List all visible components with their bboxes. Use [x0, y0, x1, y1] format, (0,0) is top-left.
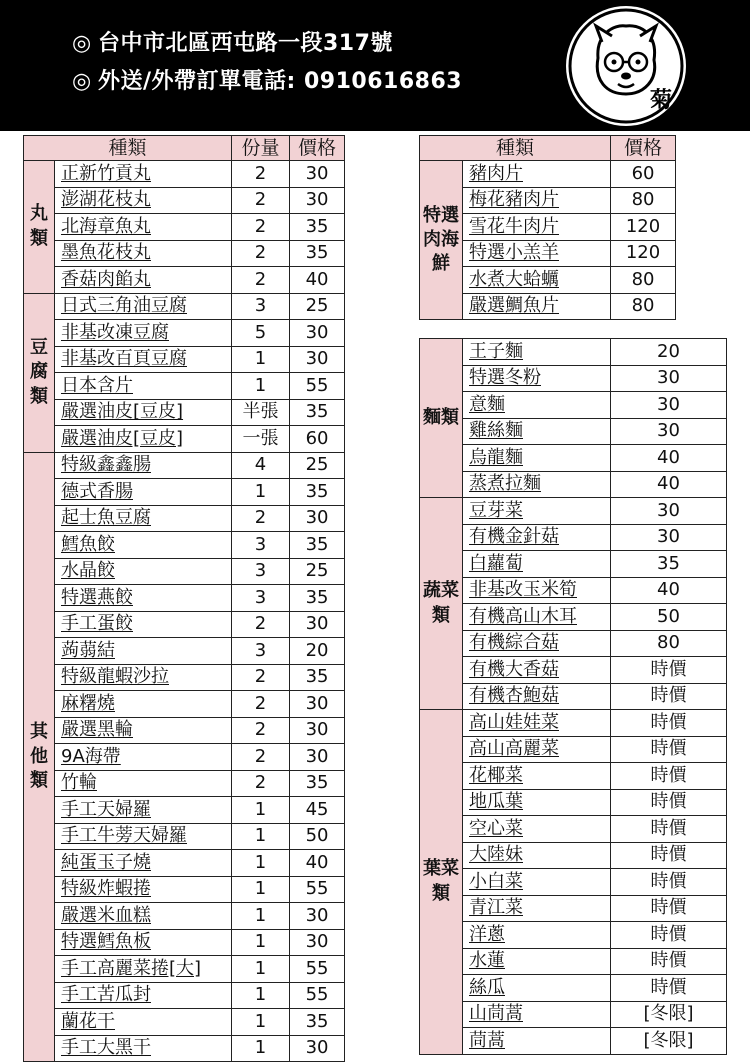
item-name: 非基改百頁豆腐 — [55, 346, 232, 373]
item-price: 時價 — [611, 948, 727, 975]
item-price: 60 — [290, 426, 345, 453]
menu-row — [24, 187, 345, 214]
item-price: 時價 — [611, 789, 727, 816]
item-price: 時價 — [611, 975, 727, 1002]
item-quantity: 1 — [232, 876, 290, 903]
item-quantity: 3 — [232, 638, 290, 665]
menu-row — [24, 929, 345, 956]
item-name: 嚴選米血糕 — [55, 903, 232, 930]
item-price: 30 — [290, 717, 345, 744]
item-quantity: 3 — [232, 293, 290, 320]
item-price: 35 — [290, 664, 345, 691]
item-price: 時價 — [611, 895, 727, 922]
menu-row — [420, 763, 727, 790]
item-name: 洋蔥 — [463, 922, 611, 949]
menu-row — [420, 161, 676, 188]
item-price: 40 — [290, 267, 345, 294]
item-quantity: 1 — [232, 823, 290, 850]
item-price: 30 — [611, 498, 727, 525]
header-quantity: 份量 — [232, 136, 290, 161]
item-name: 9A海帶 — [55, 744, 232, 771]
item-name: 豆芽菜 — [463, 498, 611, 525]
menu-row — [24, 1009, 345, 1036]
header-bar — [0, 0, 750, 131]
item-price: 40 — [611, 577, 727, 604]
header-kind: 種類 — [24, 136, 232, 161]
item-quantity: 2 — [232, 505, 290, 532]
menu-row — [420, 657, 727, 684]
item-price: 時價 — [611, 657, 727, 684]
item-price: 80 — [611, 187, 676, 214]
item-price: 30 — [611, 524, 727, 551]
menu-row — [24, 214, 345, 241]
item-quantity: 一張 — [232, 426, 290, 453]
menu-row — [420, 816, 727, 843]
menu-row — [24, 982, 345, 1009]
menu-row — [24, 320, 345, 347]
item-price: 時價 — [611, 736, 727, 763]
table-header-row — [420, 136, 676, 161]
item-quantity: 2 — [232, 267, 290, 294]
item-name: 特級龍蝦沙拉 — [55, 664, 232, 691]
item-quantity: 1 — [232, 1009, 290, 1036]
item-quantity: 2 — [232, 187, 290, 214]
address-line — [72, 26, 393, 57]
menu-row — [420, 498, 727, 525]
menu-row — [24, 532, 345, 559]
item-name: 意麵 — [463, 392, 611, 419]
menu-row — [420, 710, 727, 737]
item-name: 手工高麗菜捲[大] — [55, 956, 232, 983]
item-price: 40 — [611, 445, 727, 472]
menu-row — [24, 1035, 345, 1062]
item-price: 35 — [290, 770, 345, 797]
item-quantity: 1 — [232, 982, 290, 1009]
item-price: 55 — [290, 373, 345, 400]
menu-row — [24, 293, 345, 320]
menu-row — [24, 744, 345, 771]
item-price: 25 — [290, 452, 345, 479]
item-name: 特級炸蝦捲 — [55, 876, 232, 903]
item-name: 山茼蒿 — [463, 1001, 611, 1028]
category-label: 特選肉海鮮 — [420, 161, 463, 320]
item-price: 55 — [290, 876, 345, 903]
shop-logo — [566, 6, 686, 126]
item-price: 80 — [611, 630, 727, 657]
menu-row — [420, 1001, 727, 1028]
meat-seafood-table — [419, 135, 676, 320]
item-price: 時價 — [611, 922, 727, 949]
menu-row — [420, 604, 727, 631]
item-name: 高山娃娃菜 — [463, 710, 611, 737]
item-name: 空心菜 — [463, 816, 611, 843]
item-name: 特選燕餃 — [55, 585, 232, 612]
header-price: 價格 — [290, 136, 345, 161]
item-price: 35 — [290, 1009, 345, 1036]
menu-row — [24, 903, 345, 930]
menu-row — [24, 161, 345, 188]
item-price: 35 — [290, 240, 345, 267]
noodle-vegetable-table — [419, 338, 727, 1055]
menu-row — [24, 505, 345, 532]
item-price: 30 — [290, 161, 345, 188]
item-quantity: 1 — [232, 346, 290, 373]
item-name: 北海章魚丸 — [55, 214, 232, 241]
item-name: 青江菜 — [463, 895, 611, 922]
item-name: 有機大香菇 — [463, 657, 611, 684]
item-name: 白蘿蔔 — [463, 551, 611, 578]
item-name: 有機杏鮑菇 — [463, 683, 611, 710]
logo-character: 菊 — [649, 88, 672, 113]
menu-row — [24, 797, 345, 824]
menu-row — [24, 240, 345, 267]
menu-row — [420, 418, 727, 445]
item-name: 高山高麗菜 — [463, 736, 611, 763]
menu-row — [24, 611, 345, 638]
item-price: 20 — [611, 339, 727, 366]
item-name: 竹輪 — [55, 770, 232, 797]
item-name: 澎湖花枝丸 — [55, 187, 232, 214]
category-label: 其他類 — [24, 452, 55, 1062]
bullet-icon: ◎ — [72, 69, 92, 94]
category-label: 丸類 — [24, 161, 55, 294]
item-quantity: 4 — [232, 452, 290, 479]
item-quantity: 1 — [232, 797, 290, 824]
item-name: 小白菜 — [463, 869, 611, 896]
item-quantity: 半張 — [232, 399, 290, 426]
item-name: 墨魚花枝丸 — [55, 240, 232, 267]
item-quantity: 2 — [232, 611, 290, 638]
item-name: 特選冬粉 — [463, 365, 611, 392]
item-price: 20 — [290, 638, 345, 665]
item-price: 時價 — [611, 683, 727, 710]
item-quantity: 2 — [232, 664, 290, 691]
bullet-icon: ◎ — [72, 31, 92, 56]
item-quantity: 3 — [232, 585, 290, 612]
menu-row — [24, 479, 345, 506]
item-price: 80 — [611, 293, 676, 320]
menu-row — [420, 551, 727, 578]
phone-text[interactable]: 外送/外帶訂單電話: 0910616863 — [98, 69, 463, 94]
menu-row — [420, 630, 727, 657]
menu-row — [420, 975, 727, 1002]
item-name: 烏龍麵 — [463, 445, 611, 472]
item-name: 花椰菜 — [463, 763, 611, 790]
item-quantity: 2 — [232, 744, 290, 771]
item-quantity: 5 — [232, 320, 290, 347]
menu-row — [420, 736, 727, 763]
item-quantity: 1 — [232, 1035, 290, 1062]
item-price: 120 — [611, 240, 676, 267]
item-price: 30 — [290, 505, 345, 532]
item-name: 王子麵 — [463, 339, 611, 366]
item-price: 40 — [611, 471, 727, 498]
item-name: 水晶餃 — [55, 558, 232, 585]
item-name: 手工天婦羅 — [55, 797, 232, 824]
category-label: 麵類 — [420, 339, 463, 498]
menu-row — [24, 558, 345, 585]
item-name: 地瓜葉 — [463, 789, 611, 816]
item-name: 茼蒿 — [463, 1028, 611, 1055]
item-price: 25 — [290, 293, 345, 320]
item-price: 30 — [611, 365, 727, 392]
item-quantity: 1 — [232, 956, 290, 983]
item-price: 時價 — [611, 710, 727, 737]
menu-row — [420, 471, 727, 498]
item-name: 手工苦瓜封 — [55, 982, 232, 1009]
item-price: 時價 — [611, 816, 727, 843]
menu-row — [420, 922, 727, 949]
item-price: [冬限] — [611, 1028, 727, 1055]
category-label: 蔬菜類 — [420, 498, 463, 710]
item-price: 35 — [611, 551, 727, 578]
item-name: 非基改玉米筍 — [463, 577, 611, 604]
category-label: 葉菜類 — [420, 710, 463, 1055]
menu-row — [420, 948, 727, 975]
item-name: 蒸煮拉麵 — [463, 471, 611, 498]
menu-row — [24, 373, 345, 400]
menu-row — [24, 452, 345, 479]
menu-row — [420, 392, 727, 419]
item-name: 鱈魚餃 — [55, 532, 232, 559]
menu-row — [24, 267, 345, 294]
menu-row — [24, 691, 345, 718]
item-quantity: 2 — [232, 770, 290, 797]
item-price: 30 — [290, 611, 345, 638]
item-name: 雞絲麵 — [463, 418, 611, 445]
item-price: 30 — [290, 903, 345, 930]
menu-row — [24, 346, 345, 373]
menu-row — [24, 876, 345, 903]
item-quantity: 2 — [232, 717, 290, 744]
item-name: 正新竹貢丸 — [55, 161, 232, 188]
category-label: 豆腐類 — [24, 293, 55, 452]
item-price: 30 — [290, 744, 345, 771]
item-price: 30 — [290, 691, 345, 718]
menu-row — [420, 365, 727, 392]
item-name: 手工大黑干 — [55, 1035, 232, 1062]
item-name: 嚴選油皮[豆皮] — [55, 426, 232, 453]
item-name: 有機高山木耳 — [463, 604, 611, 631]
item-price: 60 — [611, 161, 676, 188]
item-quantity: 1 — [232, 903, 290, 930]
menu-row — [420, 577, 727, 604]
item-name: 水煮大蛤蠣 — [463, 267, 611, 294]
menu-row — [420, 789, 727, 816]
item-price: 30 — [611, 392, 727, 419]
menu-row — [24, 664, 345, 691]
menu-row — [24, 850, 345, 877]
menu-row — [420, 683, 727, 710]
item-name: 豬肉片 — [463, 161, 611, 188]
item-price: 35 — [290, 479, 345, 506]
item-price: 50 — [290, 823, 345, 850]
item-price: 35 — [290, 532, 345, 559]
header-kind: 種類 — [420, 136, 611, 161]
menu-row — [420, 869, 727, 896]
menu-row — [24, 956, 345, 983]
menu-row — [24, 399, 345, 426]
item-price: 50 — [611, 604, 727, 631]
item-price: 30 — [290, 1035, 345, 1062]
item-name: 香菇肉餡丸 — [55, 267, 232, 294]
item-name: 大陸妹 — [463, 842, 611, 869]
menu-row — [24, 426, 345, 453]
item-price: 40 — [290, 850, 345, 877]
item-price: 30 — [290, 187, 345, 214]
item-name: 梅花豬肉片 — [463, 187, 611, 214]
item-quantity: 3 — [232, 558, 290, 585]
item-name: 雪花牛肉片 — [463, 214, 611, 241]
menu-row — [24, 585, 345, 612]
item-name: 純蛋玉子燒 — [55, 850, 232, 877]
item-name: 日本含片 — [55, 373, 232, 400]
item-name: 嚴選鯛魚片 — [463, 293, 611, 320]
item-name: 麻糬燒 — [55, 691, 232, 718]
item-quantity: 1 — [232, 929, 290, 956]
item-price: 35 — [290, 214, 345, 241]
menu-row — [24, 717, 345, 744]
item-price: 30 — [290, 346, 345, 373]
item-name: 蒟蒻結 — [55, 638, 232, 665]
item-name: 有機綜合菇 — [463, 630, 611, 657]
item-quantity: 2 — [232, 240, 290, 267]
item-price: 30 — [290, 929, 345, 956]
menu-row — [420, 445, 727, 472]
item-quantity: 1 — [232, 850, 290, 877]
item-price: 35 — [290, 399, 345, 426]
menu-row — [24, 638, 345, 665]
item-name: 蘭花干 — [55, 1009, 232, 1036]
item-quantity: 1 — [232, 479, 290, 506]
item-price: 時價 — [611, 842, 727, 869]
item-name: 特級鑫鑫腸 — [55, 452, 232, 479]
item-price: 120 — [611, 214, 676, 241]
item-name: 特選鱈魚板 — [55, 929, 232, 956]
item-price: 35 — [290, 585, 345, 612]
item-name: 特選小羔羊 — [463, 240, 611, 267]
item-price: 25 — [290, 558, 345, 585]
item-quantity: 2 — [232, 214, 290, 241]
item-name: 有機金針菇 — [463, 524, 611, 551]
menu-row — [24, 770, 345, 797]
item-name: 德式香腸 — [55, 479, 232, 506]
item-price: 80 — [611, 267, 676, 294]
item-price: 30 — [611, 418, 727, 445]
item-price: 時價 — [611, 763, 727, 790]
item-name: 水蓮 — [463, 948, 611, 975]
item-price: 45 — [290, 797, 345, 824]
menu-row — [24, 823, 345, 850]
menu-row — [420, 524, 727, 551]
menu-row — [420, 895, 727, 922]
main-menu-table — [23, 135, 345, 1062]
item-quantity: 3 — [232, 532, 290, 559]
item-price: 55 — [290, 956, 345, 983]
item-price: 30 — [290, 320, 345, 347]
menu-row — [420, 842, 727, 869]
item-name: 手工蛋餃 — [55, 611, 232, 638]
item-name: 日式三角油豆腐 — [55, 293, 232, 320]
item-name: 非基改凍豆腐 — [55, 320, 232, 347]
header-price: 價格 — [611, 136, 676, 161]
item-name: 嚴選油皮[豆皮] — [55, 399, 232, 426]
item-name: 嚴選黑輪 — [55, 717, 232, 744]
item-name: 起士魚豆腐 — [55, 505, 232, 532]
item-price: [冬限] — [611, 1001, 727, 1028]
table-header-row — [24, 136, 345, 161]
item-quantity: 1 — [232, 373, 290, 400]
menu-row — [420, 1028, 727, 1055]
item-name: 絲瓜 — [463, 975, 611, 1002]
address-text: 台中市北區西屯路一段317號 — [98, 31, 393, 56]
item-price: 55 — [290, 982, 345, 1009]
item-quantity: 2 — [232, 691, 290, 718]
item-price: 時價 — [611, 869, 727, 896]
item-quantity: 2 — [232, 161, 290, 188]
phone-line — [72, 64, 462, 95]
menu-row — [420, 339, 727, 366]
item-name: 手工牛蒡天婦羅 — [55, 823, 232, 850]
